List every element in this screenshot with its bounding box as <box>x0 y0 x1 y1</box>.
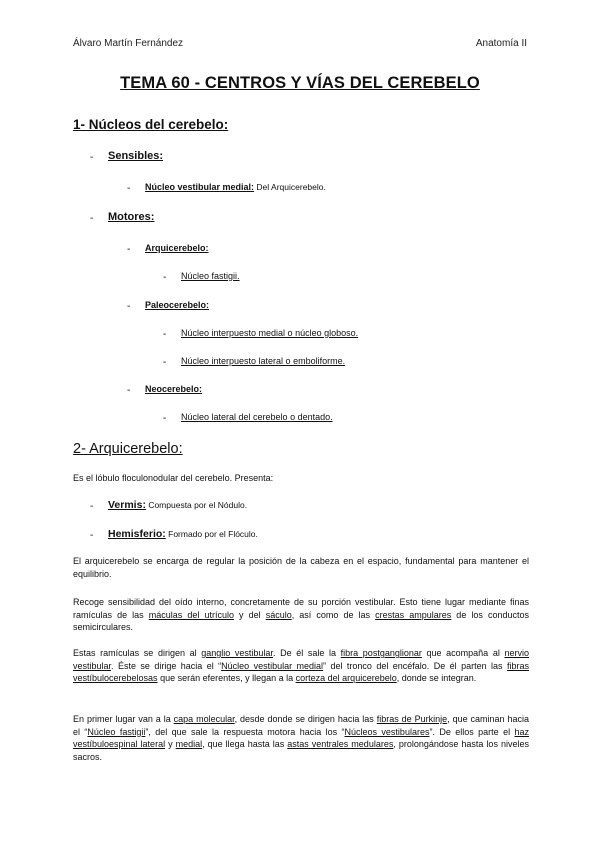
bullet-dash: - <box>90 530 94 541</box>
bullet-dash: - <box>127 385 131 396</box>
section2-intro: Es el lóbulo floculonodular del cerebelo. Presenta: <box>73 473 274 483</box>
term-purkinje: fibras de Purkinje <box>376 714 448 724</box>
paragraph-3: Estas ramículas se dirigen al ganglio vestibular. De él sale la fibra postganglionar que acompaña al nervio vestibular. Éste se dirige hacia el “Núcleo vestibular medial” del tronco del encéfalo. De él parten las fibras vestíbulocerebelosas que serán eferentes, y llegan a la corteza del arquicerebelo, donde se integran. <box>73 648 529 684</box>
item-dentado: Núcleo lateral del cerebelo o dentado. <box>181 412 333 422</box>
item-arquicerebelo: Arquicerebelo: <box>145 243 209 253</box>
item-hemisferio <box>108 528 258 540</box>
term-nucleo-vestibular: Núcleo vestibular medial <box>221 660 324 671</box>
term-nucleos-vestibulares: Núcleos vestibulares <box>344 726 430 737</box>
item-paleocerebelo: Paleocerebelo: <box>145 300 210 310</box>
term-haz-lateral: haz vestíbuloespinal lateral <box>73 726 529 750</box>
item-neocerebelo: Neocerebelo: <box>145 384 203 394</box>
hemisferio-text: Formado por el Flóculo. <box>165 529 258 539</box>
term-fastigii: Núcleo fastigii <box>87 726 146 737</box>
bullet-dash: - <box>127 183 131 194</box>
bullet-dash: - <box>90 501 94 512</box>
paragraph-1: El arquicerebelo se encarga de regular la posición de la cabeza en el espacio, fundamental para mantener el equilibrio. <box>73 556 529 579</box>
item-globoso: Núcleo interpuesto medial o núcleo globoso. <box>181 328 359 338</box>
bullet-dash: - <box>163 329 167 340</box>
vestibular-label: Núcleo vestibular medial: <box>145 182 255 192</box>
bullet-dash: - <box>90 152 94 163</box>
term-fibra-postganglionar: fibra postganglionar <box>340 648 422 658</box>
header-author: Álvaro Martín Fernández <box>73 38 184 49</box>
term-maculas: máculas del utrículo <box>148 609 234 620</box>
item-motores: Motores: <box>108 211 155 223</box>
bullet-dash: - <box>127 301 131 312</box>
term-nervio: nervio vestibular <box>73 648 529 671</box>
bullet-dash: - <box>90 213 94 224</box>
vermis-label: Vermis: <box>108 499 146 511</box>
term-fibras-vc: fibras vestíbulocerebelosas <box>73 660 529 684</box>
section1-heading: 1- Núcleos del cerebelo: <box>73 117 229 132</box>
bullet-dash: - <box>163 272 167 283</box>
term-medial: medial <box>175 739 203 750</box>
item-vestibular-medial <box>145 181 326 193</box>
term-ganglio: ganglio vestibular <box>201 648 273 658</box>
vestibular-text: Del Arquicerebelo. <box>254 182 326 192</box>
page-title: TEMA 60 - CENTROS Y VÍAS DEL CEREBELO <box>120 74 480 92</box>
hemisferio-label: Hemisferio: <box>108 528 166 540</box>
term-crestas: crestas ampulares <box>375 609 452 620</box>
item-vermis <box>108 499 247 511</box>
item-fastigii: Núcleo fastigii. <box>181 271 240 281</box>
item-emboliforme: Núcleo interpuesto lateral o emboliforme. <box>181 356 346 366</box>
paragraph-4: En primer lugar van a la capa molecular, desde donde se dirigen hacia las fibras de Purkinje, que caminan hacia el “Núcleo fastigii”, del que sale la respuesta motora hacia los “Núcleos vestibulares”. De ellos parte el haz vestíbuloespinal lateral y medial, que llega hasta las astas ventrales medulares, prolongándose hasta los niveles sacros. <box>73 714 529 762</box>
term-astas: astas ventrales medulares <box>287 739 394 750</box>
term-corteza: corteza del arquicerebelo <box>295 673 397 684</box>
bullet-dash: - <box>163 357 167 368</box>
vermis-text: Compuesta por el Nódulo. <box>145 500 248 510</box>
header-subject: Anatomía II <box>475 38 527 49</box>
bullet-dash: - <box>163 413 167 424</box>
term-capa-molecular: capa molecular <box>173 714 235 724</box>
paragraph-2: Recoge sensibilidad del oído interno, concretamente de su porción vestibular. Esto tiene lugar mediante finas ramículas de las máculas del utrículo y del sáculo, así como de las crestas ampulares de los conductos semicirculares. <box>73 597 530 633</box>
bullet-dash: - <box>127 244 131 255</box>
section2-heading: 2- Arquicerebelo: <box>73 441 183 457</box>
item-sensibles: Sensibles: <box>108 150 164 162</box>
term-saculo: sáculo <box>265 609 292 620</box>
